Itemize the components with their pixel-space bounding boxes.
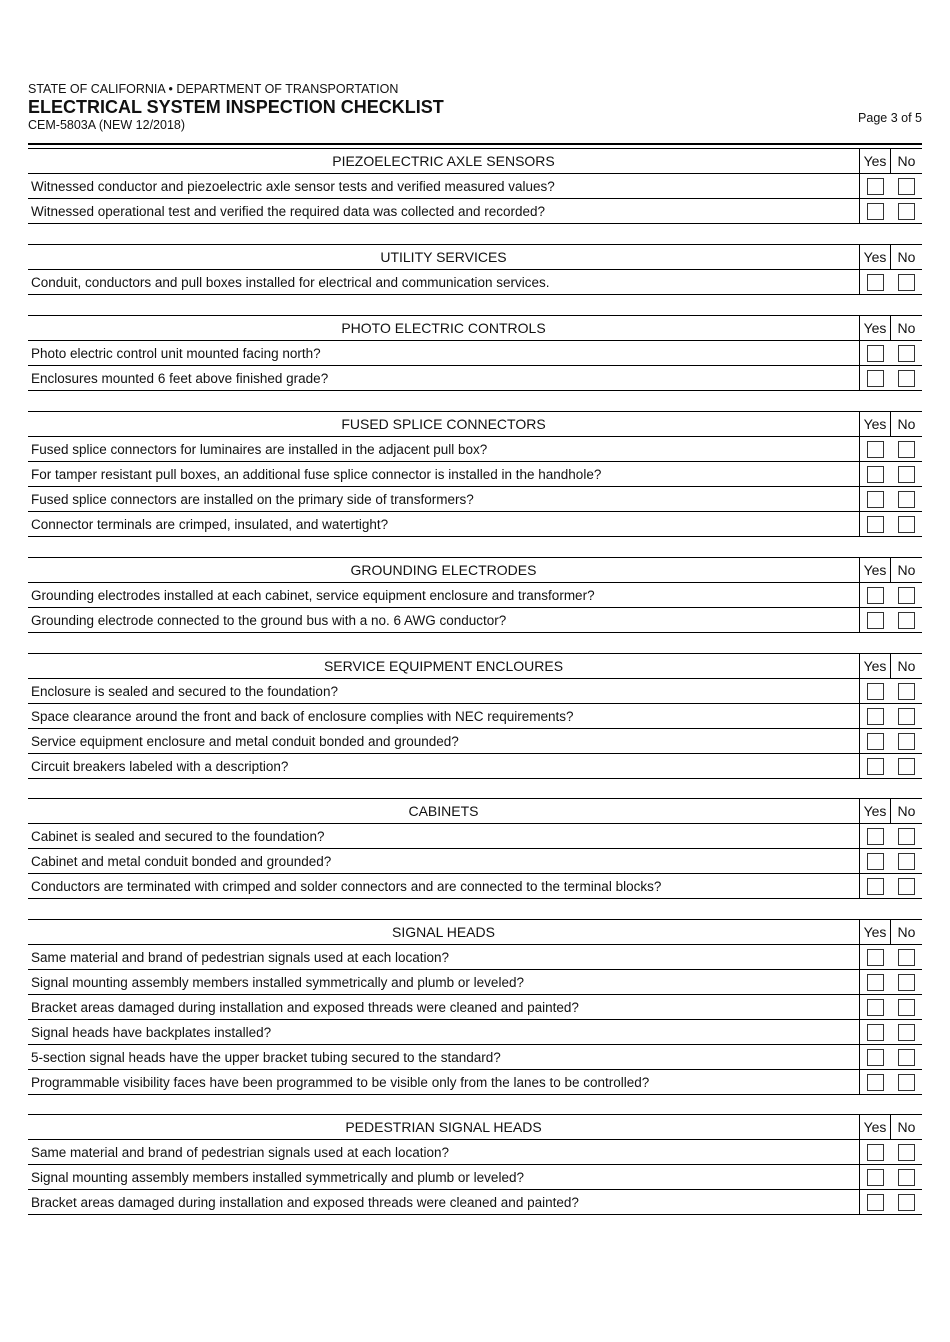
yes-checkbox[interactable] bbox=[867, 1074, 884, 1091]
answer-boxes bbox=[859, 849, 922, 873]
yes-column-label: Yes bbox=[860, 1115, 891, 1139]
yes-checkbox[interactable] bbox=[867, 516, 884, 533]
yes-column-label: Yes bbox=[860, 558, 891, 582]
question-text: Witnessed conductor and piezoelectric axle sensor tests and verified measured values? bbox=[31, 178, 555, 194]
question-text: Signal mounting assembly members installed symmetrically and plumb or leveled? bbox=[31, 1169, 524, 1185]
section-title: GROUNDING ELECTRODES bbox=[350, 562, 537, 578]
answer-boxes bbox=[859, 1165, 922, 1189]
yes-checkbox[interactable] bbox=[867, 203, 884, 220]
question-text: Same material and brand of pedestrian signals used at each location? bbox=[31, 1144, 450, 1160]
checklist-row bbox=[28, 849, 922, 874]
section-header bbox=[28, 411, 922, 437]
section-header bbox=[28, 1114, 922, 1140]
no-checkbox[interactable] bbox=[898, 828, 915, 845]
yes-checkbox[interactable] bbox=[867, 1049, 884, 1066]
no-checkbox[interactable] bbox=[898, 1144, 915, 1161]
answer-boxes bbox=[859, 512, 922, 536]
yes-checkbox[interactable] bbox=[867, 949, 884, 966]
yes-column-label: Yes bbox=[860, 149, 891, 173]
answer-boxes bbox=[859, 1020, 922, 1044]
checklist-row bbox=[28, 754, 922, 779]
answer-boxes bbox=[859, 945, 922, 969]
question-text: For tamper resistant pull boxes, an additional fuse splice connector is installed in the handhole? bbox=[31, 466, 602, 482]
no-column-label: No bbox=[897, 416, 916, 432]
checklist-section bbox=[28, 244, 922, 295]
no-checkbox[interactable] bbox=[898, 999, 915, 1016]
checklist-row bbox=[28, 945, 922, 970]
answer-boxes bbox=[859, 729, 922, 753]
checklist-section bbox=[28, 148, 922, 224]
yes-checkbox[interactable] bbox=[867, 733, 884, 750]
yes-checkbox[interactable] bbox=[867, 999, 884, 1016]
checklist-section bbox=[28, 557, 922, 633]
yes-checkbox[interactable] bbox=[867, 345, 884, 362]
checklist-row bbox=[28, 1045, 922, 1070]
yes-checkbox[interactable] bbox=[867, 853, 884, 870]
answer-boxes bbox=[859, 583, 922, 607]
answer-boxes bbox=[859, 366, 922, 390]
answer-boxes bbox=[859, 874, 922, 898]
no-checkbox[interactable] bbox=[898, 345, 915, 362]
no-column-label: No bbox=[897, 153, 916, 169]
question-text: Connector terminals are crimped, insulated, and watertight? bbox=[31, 516, 389, 532]
answer-boxes bbox=[859, 970, 922, 994]
yes-checkbox[interactable] bbox=[867, 974, 884, 991]
no-checkbox[interactable] bbox=[898, 516, 915, 533]
checklist-row bbox=[28, 1190, 922, 1215]
yes-column-label: Yes bbox=[860, 412, 891, 436]
checklist-section bbox=[28, 919, 922, 1095]
checklist-section bbox=[28, 411, 922, 537]
no-checkbox[interactable] bbox=[898, 1194, 915, 1211]
yes-no-header bbox=[859, 558, 922, 582]
answer-boxes bbox=[859, 679, 922, 703]
yes-checkbox[interactable] bbox=[867, 758, 884, 775]
agency-line: STATE OF CALIFORNIA • DEPARTMENT OF TRANSPORTATION bbox=[28, 82, 399, 96]
answer-boxes bbox=[859, 995, 922, 1019]
checklist-row bbox=[28, 874, 922, 899]
section-title: UTILITY SERVICES bbox=[380, 249, 507, 265]
no-checkbox[interactable] bbox=[898, 1049, 915, 1066]
no-column-label: No bbox=[897, 658, 916, 674]
yes-checkbox[interactable] bbox=[867, 370, 884, 387]
answer-boxes bbox=[859, 1045, 922, 1069]
no-checkbox[interactable] bbox=[898, 949, 915, 966]
answer-boxes bbox=[859, 462, 922, 486]
question-text: Bracket areas damaged during installation and exposed threads were cleaned and painted? bbox=[31, 1194, 579, 1210]
checklist-section bbox=[28, 315, 922, 391]
section-header bbox=[28, 315, 922, 341]
checklist-row bbox=[28, 679, 922, 704]
yes-checkbox[interactable] bbox=[867, 1024, 884, 1041]
answer-boxes bbox=[859, 341, 922, 365]
form-number: CEM-5803A (NEW 12/2018) bbox=[28, 118, 186, 132]
question-text: Conduit, conductors and pull boxes installed for electrical and communication services. bbox=[31, 274, 550, 290]
no-checkbox[interactable] bbox=[898, 587, 915, 604]
no-checkbox[interactable] bbox=[898, 1074, 915, 1091]
no-checkbox[interactable] bbox=[898, 708, 915, 725]
no-checkbox[interactable] bbox=[898, 878, 915, 895]
no-column-label: No bbox=[897, 562, 916, 578]
no-column-label: No bbox=[897, 249, 916, 265]
yes-column-label: Yes bbox=[860, 316, 891, 340]
no-checkbox[interactable] bbox=[898, 491, 915, 508]
checklist-row bbox=[28, 824, 922, 849]
section-header bbox=[28, 244, 922, 270]
answer-boxes bbox=[859, 1190, 922, 1214]
checklist-section bbox=[28, 1114, 922, 1215]
answer-boxes bbox=[859, 437, 922, 461]
checklist-row bbox=[28, 462, 922, 487]
question-text: Fused splice connectors are installed on the primary side of transformers? bbox=[31, 491, 474, 507]
no-column-label: No bbox=[897, 924, 916, 940]
answer-boxes bbox=[859, 754, 922, 778]
question-text: Grounding electrode connected to the ground bus with a no. 6 AWG conductor? bbox=[31, 612, 507, 628]
page-number: Page 3 of 5 bbox=[858, 111, 922, 125]
question-text: Enclosure is sealed and secured to the foundation? bbox=[31, 683, 338, 699]
yes-checkbox[interactable] bbox=[867, 178, 884, 195]
section-title: PIEZOELECTRIC AXLE SENSORS bbox=[332, 153, 555, 169]
question-text: 5-section signal heads have the upper bracket tubing secured to the standard? bbox=[31, 1049, 501, 1065]
question-text: Grounding electrodes installed at each cabinet, service equipment enclosure and transformer? bbox=[31, 587, 595, 603]
section-title: SERVICE EQUIPMENT ENCLOURES bbox=[323, 658, 564, 674]
question-text: Photo electric control unit mounted facing north? bbox=[31, 345, 321, 361]
form-title: ELECTRICAL SYSTEM INSPECTION CHECKLIST bbox=[28, 97, 444, 117]
question-text: Bracket areas damaged during installation and exposed threads were cleaned and painted? bbox=[31, 999, 579, 1015]
checklist-row bbox=[28, 1140, 922, 1165]
section-title: PHOTO ELECTRIC CONTROLS bbox=[341, 320, 546, 336]
no-checkbox[interactable] bbox=[898, 758, 915, 775]
section-header bbox=[28, 557, 922, 583]
checklist-row bbox=[28, 970, 922, 995]
yes-no-header bbox=[859, 316, 922, 340]
answer-boxes bbox=[859, 487, 922, 511]
answer-boxes bbox=[859, 1140, 922, 1164]
no-checkbox[interactable] bbox=[898, 441, 915, 458]
section-title: CABINETS bbox=[408, 803, 479, 819]
yes-checkbox[interactable] bbox=[867, 1169, 884, 1186]
checklist-section bbox=[28, 798, 922, 899]
checklist-section bbox=[28, 653, 922, 779]
answer-boxes bbox=[859, 174, 922, 198]
yes-no-header bbox=[859, 149, 922, 173]
yes-no-header bbox=[859, 654, 922, 678]
question-text: Programmable visibility faces have been programmed to be visible only from the lanes to be controlled? bbox=[31, 1074, 650, 1090]
yes-column-label: Yes bbox=[860, 920, 891, 944]
checklist-row bbox=[28, 174, 922, 199]
yes-checkbox[interactable] bbox=[867, 491, 884, 508]
question-text: Same material and brand of pedestrian signals used at each location? bbox=[31, 949, 450, 965]
no-checkbox[interactable] bbox=[898, 1024, 915, 1041]
header-divider bbox=[28, 143, 922, 145]
checklist-row bbox=[28, 270, 922, 295]
checklist-row bbox=[28, 729, 922, 754]
question-text: Enclosures mounted 6 feet above finished grade? bbox=[31, 370, 329, 386]
yes-checkbox[interactable] bbox=[867, 587, 884, 604]
answer-boxes bbox=[859, 824, 922, 848]
checklist-row bbox=[28, 583, 922, 608]
form-header bbox=[28, 82, 922, 133]
question-text: Space clearance around the front and back of enclosure complies with NEC requirements? bbox=[31, 708, 574, 724]
no-checkbox[interactable] bbox=[898, 612, 915, 629]
yes-no-header bbox=[859, 920, 922, 944]
no-checkbox[interactable] bbox=[898, 1169, 915, 1186]
checklist-row bbox=[28, 487, 922, 512]
checklist-row bbox=[28, 1020, 922, 1045]
yes-no-header bbox=[859, 1115, 922, 1139]
no-checkbox[interactable] bbox=[898, 274, 915, 291]
checklist-row bbox=[28, 608, 922, 633]
no-column-label: No bbox=[897, 1119, 916, 1135]
yes-no-header bbox=[859, 412, 922, 436]
answer-boxes bbox=[859, 199, 922, 223]
no-checkbox[interactable] bbox=[898, 733, 915, 750]
yes-checkbox[interactable] bbox=[867, 612, 884, 629]
no-checkbox[interactable] bbox=[898, 178, 915, 195]
answer-boxes bbox=[859, 608, 922, 632]
question-text: Conductors are terminated with crimped and solder connectors and are connected to the terminal blocks? bbox=[31, 878, 662, 894]
yes-checkbox[interactable] bbox=[867, 708, 884, 725]
checklist-row bbox=[28, 1165, 922, 1190]
no-checkbox[interactable] bbox=[898, 370, 915, 387]
section-title: FUSED SPLICE CONNECTORS bbox=[341, 416, 546, 432]
question-text: Service equipment enclosure and metal conduit bonded and grounded? bbox=[31, 733, 459, 749]
checklist-row bbox=[28, 437, 922, 462]
no-checkbox[interactable] bbox=[898, 203, 915, 220]
question-text: Signal heads have backplates installed? bbox=[31, 1024, 272, 1040]
yes-no-header bbox=[859, 799, 922, 823]
section-title: PEDESTRIAN SIGNAL HEADS bbox=[345, 1119, 542, 1135]
question-text: Signal mounting assembly members installed symmetrically and plumb or leveled? bbox=[31, 974, 524, 990]
yes-checkbox[interactable] bbox=[867, 1144, 884, 1161]
yes-column-label: Yes bbox=[860, 799, 891, 823]
section-header bbox=[28, 919, 922, 945]
no-column-label: No bbox=[897, 320, 916, 336]
no-checkbox[interactable] bbox=[898, 683, 915, 700]
yes-column-label: Yes bbox=[860, 654, 891, 678]
yes-checkbox[interactable] bbox=[867, 683, 884, 700]
yes-no-header bbox=[859, 245, 922, 269]
checklist-row bbox=[28, 366, 922, 391]
checklist-row bbox=[28, 199, 922, 224]
yes-checkbox[interactable] bbox=[867, 1194, 884, 1211]
checklist-row bbox=[28, 1070, 922, 1095]
no-column-label: No bbox=[897, 803, 916, 819]
yes-checkbox[interactable] bbox=[867, 274, 884, 291]
answer-boxes bbox=[859, 704, 922, 728]
answer-boxes bbox=[859, 270, 922, 294]
no-checkbox[interactable] bbox=[898, 974, 915, 991]
no-checkbox[interactable] bbox=[898, 466, 915, 483]
section-header bbox=[28, 798, 922, 824]
question-text: Cabinet and metal conduit bonded and grounded? bbox=[31, 853, 332, 869]
question-text: Circuit breakers labeled with a description? bbox=[31, 758, 289, 774]
checklist-row bbox=[28, 512, 922, 537]
checklist-row bbox=[28, 341, 922, 366]
question-text: Fused splice connectors for luminaires are installed in the adjacent pull box? bbox=[31, 441, 488, 457]
section-header bbox=[28, 148, 922, 174]
section-header bbox=[28, 653, 922, 679]
yes-checkbox[interactable] bbox=[867, 466, 884, 483]
yes-checkbox[interactable] bbox=[867, 828, 884, 845]
no-checkbox[interactable] bbox=[898, 853, 915, 870]
question-text: Cabinet is sealed and secured to the foundation? bbox=[31, 828, 325, 844]
yes-checkbox[interactable] bbox=[867, 878, 884, 895]
yes-column-label: Yes bbox=[860, 245, 891, 269]
checklist-row bbox=[28, 995, 922, 1020]
yes-checkbox[interactable] bbox=[867, 441, 884, 458]
checklist-row bbox=[28, 704, 922, 729]
answer-boxes bbox=[859, 1070, 922, 1094]
section-title: SIGNAL HEADS bbox=[392, 924, 495, 940]
question-text: Witnessed operational test and verified the required data was collected and recorded? bbox=[31, 203, 546, 219]
